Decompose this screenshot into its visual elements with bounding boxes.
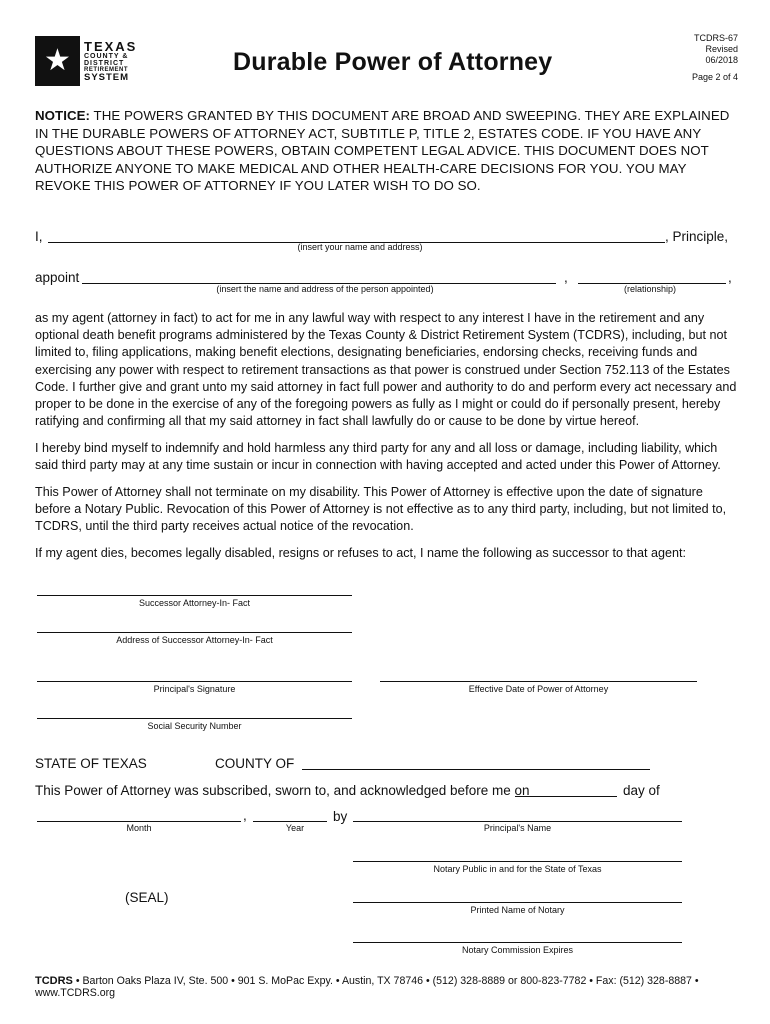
form-number-block (692, 33, 738, 83)
commission-line[interactable] (353, 942, 682, 943)
year-caption: Year (285, 823, 305, 833)
county-label: COUNTY OF (215, 756, 295, 771)
paragraph-indemnify: I hereby bind myself to indemnify and hold harmless any third party for any and all loss or damage, including liability, which said third party may at any time sustain or incur in connection with having accepted and acted under this Power of Attorney. (35, 441, 721, 473)
appoint-trailing-comma: , (728, 270, 732, 285)
ssn-caption: Social Security Number (147, 721, 242, 731)
principal-suffix: , Principle, (665, 229, 729, 244)
month-comma: , (243, 808, 247, 823)
principal-signature-caption: Principal's Signature (153, 684, 236, 694)
logo-line-5: SYSTEM (84, 71, 130, 83)
agent-caption: (insert the name and address of the person appointed) (216, 284, 434, 294)
appoint-comma: , (564, 270, 568, 285)
subscribed-text: This Power of Attorney was subscribed, sworn to, and acknowledged before me on (35, 783, 530, 798)
month-line[interactable] (37, 821, 241, 822)
successor-address-line[interactable] (37, 632, 352, 633)
notary-public-caption: Notary Public in and for the State of Texas (433, 864, 602, 874)
successor-caption: Successor Attorney-In- Fact (138, 598, 251, 608)
footer-contact: • Barton Oaks Plaza IV, Ste. 500 • 901 S. MoPac Expy. • Austin, TX 78746 • (512) 328-8889 or 800-823-7782 • Fax: (512) 328-8887 • www.TCDRS.org (35, 975, 699, 999)
principal-name-sign-line[interactable] (353, 821, 682, 822)
logo-line-3: DISTRICT (84, 59, 125, 67)
principal-name-caption: Principal's Name (483, 823, 552, 833)
day-of-label: day of (623, 783, 660, 798)
successor-line[interactable] (37, 595, 352, 596)
notary-public-line[interactable] (353, 861, 682, 862)
effective-date-caption: Effective Date of Power of Attorney (468, 684, 609, 694)
notice (35, 107, 735, 195)
notice-text: THE POWERS GRANTED BY THIS DOCUMENT ARE BROAD AND SWEEPING. THEY ARE EXPLAINED IN THE DURABLE POWERS OF ATTORNEY ACT, SUBTITLE P, TITLE 2, ESTATES CODE. IF YOU HAVE ANY QUESTIONS ABOUT THESE POWERS, OBTAIN COMPETENT LEGAL ADVICE. THIS DOCUMENT DOES NOT AUTHORIZE ANYONE TO MAKE MEDICAL AND OTHER HEALTH-CARE DECISIONS FOR YOU. YOU MAY REVOKE THIS POWER OF ATTORNEY IF YOU LATER WISH TO DO SO. (35, 108, 730, 193)
state-label: STATE OF TEXAS (35, 756, 147, 771)
paragraph-successor: If my agent dies, becomes legally disabled, resigns or refuses to act, I name the following as successor to that agent: (35, 546, 687, 560)
logo-line-1: TEXAS (84, 38, 138, 54)
footer (35, 975, 740, 999)
logo-line-4: RETIREMENT (84, 66, 128, 73)
year-line[interactable] (253, 821, 327, 822)
month-caption: Month (126, 823, 152, 833)
day-line[interactable] (515, 796, 617, 797)
page-number: Page 2 of 4 (691, 72, 738, 82)
tcdrs-logo (35, 36, 138, 86)
printed-name-line[interactable] (353, 902, 682, 903)
logo-text (80, 36, 137, 86)
seal-label: (SEAL) (125, 890, 169, 905)
star-icon: ★ (44, 44, 71, 77)
county-line[interactable] (302, 769, 650, 770)
revised-date: 06/2018 (705, 55, 738, 65)
notice-label: NOTICE: (35, 108, 91, 123)
principal-prefix: I, (35, 229, 43, 244)
principal-caption: (insert your name and address) (297, 242, 423, 252)
footer-org: TCDRS (35, 975, 73, 987)
by-label: by (333, 809, 348, 824)
ssn-line[interactable] (37, 718, 352, 719)
effective-date-line[interactable] (380, 681, 697, 682)
logo-mark (35, 36, 80, 86)
relationship-caption: (relationship) (623, 284, 677, 294)
successor-address-caption: Address of Successor Attorney-In- Fact (116, 635, 273, 645)
form-number: TCDRS-67 (693, 33, 738, 43)
document-title: Durable Power of Attorney (233, 48, 553, 76)
principal-signature-line[interactable] (37, 681, 352, 682)
appoint-label: appoint (35, 270, 80, 285)
revised-label: Revised (705, 44, 738, 54)
commission-caption: Notary Commission Expires (461, 945, 574, 955)
paragraph-disability: This Power of Attorney shall not terminate on my disability. This Power of Attorney is effective upon the date of signature before a Notary Public. Revocation of this Power of Attorney is not effective as to any third party, including, but not limited to, TCDRS, until the third party receives actual notice of the revocation. (35, 485, 727, 534)
logo-line-2: COUNTY & (84, 52, 129, 60)
paragraph-agent-powers: as my agent (attorney in fact) to act for me in any lawful way with respect to any interest I have in the retirement and any optional death benefit programs administered by the Texas County & District Retirement System (TCDRS), including, but not limited to, filing applications, making benefit elections, designating beneficiaries, endorsing checks, receiving funds and exercising any power with respect to retirement transactions as that power is construed under Section 752.113 of the Estates Code. I further give and grant unto my said attorney in fact full power and authority to do and perform every act necessary and proper to be done in the exercise of any of the foregoing powers as fully as I might or could do if personally present, hereby ratifying and confirming all that my said attorney in fact shall lawfully do or cause to be done by virtue hereof. (35, 311, 737, 429)
printed-name-caption: Printed Name of Notary (470, 905, 565, 915)
